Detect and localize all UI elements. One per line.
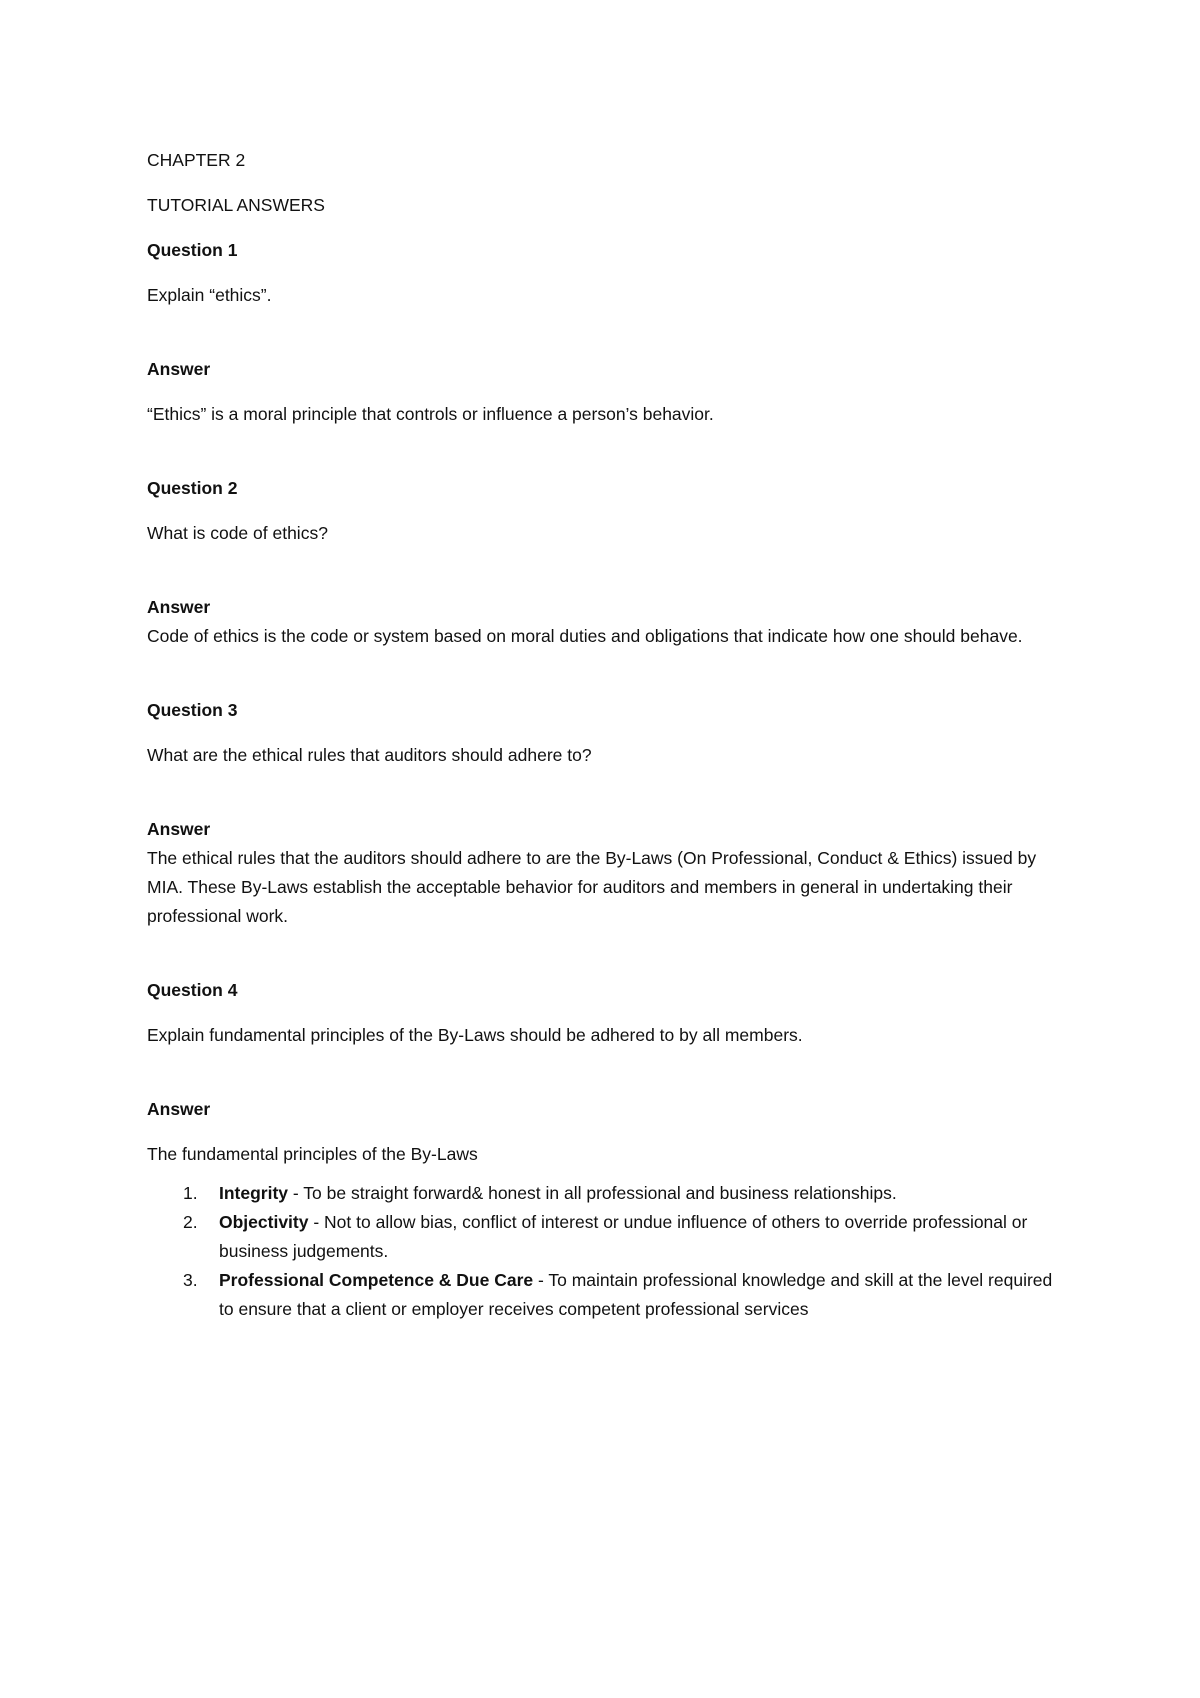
answer-text: The ethical rules that the auditors should adhere to are the By-Laws (On Professional, Conduct & Ethics) issued by MIA. These By-Laws establish the acceptable behavior for auditors and members in general in undertaking their professional work. (147, 848, 1037, 926)
question-label: Question 3 (147, 700, 238, 720)
principles-list (147, 1179, 1067, 1324)
principle-term: Objectivity (219, 1212, 309, 1232)
question-label: Question 2 (147, 478, 238, 498)
answer-label: Answer (147, 359, 211, 379)
question-text: Explain fundamental principles of the By-Laws should be adhered to by all members. (147, 1025, 803, 1045)
list-number: 3. (183, 1270, 198, 1290)
list-item (147, 1179, 1067, 1208)
list-item (147, 1208, 1067, 1266)
question-label: Question 4 (147, 980, 238, 1000)
principle-description: - To be straight forward& honest in all professional and business relationships. (288, 1183, 897, 1203)
answer-label: Answer (147, 819, 211, 839)
answer-label: Answer (147, 597, 211, 617)
answer-text: The fundamental principles of the By-Laws (147, 1144, 478, 1164)
list-number: 1. (183, 1183, 198, 1203)
chapter-heading: CHAPTER 2 (147, 150, 246, 170)
question-label: Question 1 (147, 240, 238, 260)
answer-text: Code of ethics is the code or system based on moral duties and obligations that indicate how one should behave. (147, 626, 1023, 646)
question-text: What is code of ethics? (147, 523, 328, 543)
principle-term: Integrity (219, 1183, 289, 1203)
document-body (147, 146, 1067, 1324)
list-item (147, 1266, 1067, 1324)
principle-description: - Not to allow bias, conflict of interest or undue influence of others to override professional or business judgements. (219, 1212, 1028, 1261)
question-text: Explain “ethics”. (147, 285, 272, 305)
answer-text: “Ethics” is a moral principle that controls or influence a person’s behavior. (147, 404, 714, 424)
question-text: What are the ethical rules that auditors should adhere to? (147, 745, 592, 765)
tutorial-heading: TUTORIAL ANSWERS (147, 195, 325, 215)
list-number: 2. (183, 1212, 198, 1232)
principle-term: Professional Competence & Due Care (219, 1270, 534, 1290)
principle-description: - To maintain professional knowledge and skill at the level required to ensure that a client or employer receives competent professional services (219, 1270, 1053, 1319)
answer-label: Answer (147, 1099, 211, 1119)
